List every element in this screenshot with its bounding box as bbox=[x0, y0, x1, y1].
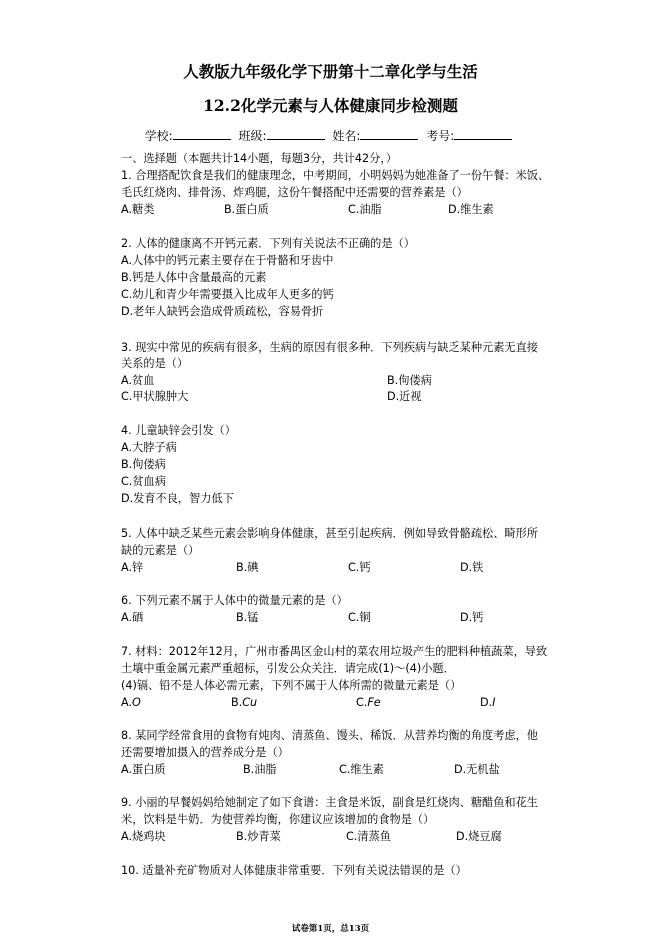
section-heading: 一、选择题（本题共计14小题，每题3分，共计42分，） bbox=[121, 152, 398, 165]
option: C.清蒸鱼 bbox=[346, 830, 391, 843]
option: D.钙 bbox=[460, 611, 484, 624]
question-text: 毛氏红烧肉、排骨汤、炸鸡腿，这份午餐搭配中还需要的营养素是（） bbox=[121, 186, 468, 199]
class-label: 班级: bbox=[238, 129, 267, 143]
document-subtitle: 12.2化学元素与人体健康同步检测题 bbox=[203, 96, 458, 115]
question-text: 9. 小丽的早餐妈妈给她制定了如下食谱：主食是米饭，副食是红烧肉、糖醋鱼和花生 bbox=[121, 796, 538, 809]
option: C.Fe bbox=[356, 696, 381, 709]
question-text: 4. 儿童缺锌会引发（） bbox=[121, 424, 236, 437]
question-text: 7. 材料：2012年12月，广州市番禺区金山村的菜农用垃圾产生的肥料种植蔬菜，导致 bbox=[121, 645, 548, 658]
question-text: 关系的是（） bbox=[121, 357, 189, 370]
question-text: 2. 人体的健康离不开钙元素．下列有关说法不正确的是（） bbox=[121, 237, 415, 250]
page-footer: 试卷第1页，总13页 bbox=[291, 924, 370, 934]
question-text: 3. 现实中常见的疾病有很多，生病的原因有很多种．下列疾病与缺乏某种元素无直接 bbox=[121, 341, 538, 354]
option: A.大脖子病 bbox=[121, 441, 177, 454]
option: B.蛋白质 bbox=[224, 203, 269, 216]
question-text: 米，饮料是牛奶．为使营养均衡，你建议应该增加的食物是（） bbox=[121, 813, 435, 826]
option: D.无机盐 bbox=[454, 763, 500, 776]
option: C.油脂 bbox=[348, 203, 382, 216]
option: C.钙 bbox=[348, 561, 371, 574]
question-text: 土壤中重金属元素严重超标，引发公众关注．请完成(1)～(4)小题． bbox=[121, 662, 455, 675]
option: B.佝偻病 bbox=[121, 458, 166, 471]
option: A.烧鸡块 bbox=[121, 830, 166, 843]
option: A.贫血 bbox=[121, 374, 155, 387]
option: C.铜 bbox=[348, 611, 371, 624]
option: A.O bbox=[121, 696, 141, 709]
option: B.油脂 bbox=[243, 763, 277, 776]
question-text: 6. 下列元素不属于人体中的微量元素的是（） bbox=[121, 594, 348, 607]
question-text: 还需要增加摄入的营养成分是（） bbox=[121, 746, 289, 759]
school-blank bbox=[173, 139, 231, 140]
option: C.甲状腺肿大 bbox=[121, 390, 189, 403]
name-label: 姓名: bbox=[332, 129, 361, 143]
option: B.锰 bbox=[236, 611, 259, 624]
document-title: 人教版九年级化学下册第十二章化学与生活 bbox=[183, 62, 478, 81]
option: D.烧豆腐 bbox=[456, 830, 502, 843]
option: D.老年人缺钙会造成骨质疏松，容易骨折 bbox=[121, 305, 324, 318]
option: D.I bbox=[480, 696, 496, 709]
question-text: 8. 某同学经常食用的食物有炖肉、清蒸鱼、馒头、稀饭．从营养均衡的角度考虑，他 bbox=[121, 729, 538, 742]
school-label: 学校: bbox=[144, 129, 173, 143]
question-text: 10. 适量补充矿物质对人体健康非常重要．下列有关说法错误的是（） bbox=[121, 864, 467, 877]
option: B.Cu bbox=[231, 696, 258, 709]
option: A.糖类 bbox=[121, 203, 155, 216]
option: C.贫血病 bbox=[121, 475, 166, 488]
option: B.碘 bbox=[236, 561, 259, 574]
option: D.发育不良，智力低下 bbox=[121, 492, 234, 505]
option: C.幼儿和青少年需要摄入比成年人更多的钙 bbox=[121, 288, 334, 301]
name-blank bbox=[360, 139, 418, 140]
option: B.佝偻病 bbox=[387, 374, 432, 387]
element-symbol: Fe bbox=[367, 696, 381, 709]
question-text: 5. 人体中缺乏某些元素会影响身体健康，甚至引起疾病．例如导致骨骼疏松、畸形所 bbox=[121, 527, 538, 540]
option: B.钙是人体中含量最高的元素 bbox=[121, 271, 267, 284]
option: A.硒 bbox=[121, 611, 144, 624]
option: A.蛋白质 bbox=[121, 763, 166, 776]
option: D.铁 bbox=[460, 561, 484, 574]
option: B.炒青菜 bbox=[236, 830, 281, 843]
option: C.维生素 bbox=[339, 763, 384, 776]
question-text: 缺的元素是（） bbox=[121, 544, 200, 557]
question-text: (4)镉、铅不是人体必需元素，下列不属于人体所需的微量元素是（） bbox=[121, 679, 462, 692]
option: D.近视 bbox=[387, 390, 422, 403]
question-text: 1. 合理搭配饮食是我们的健康理念，中考期间，小明妈妈为她准备了一份午餐：米饭、 bbox=[121, 169, 550, 182]
student-info-row bbox=[0, 127, 661, 144]
class-blank bbox=[267, 139, 325, 140]
exam-no-blank bbox=[454, 139, 512, 140]
option: A.人体中的钙元素主要存在于骨骼和牙齿中 bbox=[121, 254, 334, 267]
option: A.锌 bbox=[121, 561, 144, 574]
element-symbol: I bbox=[492, 696, 496, 709]
element-symbol: Cu bbox=[242, 696, 258, 709]
element-symbol: O bbox=[132, 696, 141, 709]
option: D.维生素 bbox=[448, 203, 494, 216]
exam-no-label: 考号: bbox=[426, 129, 455, 143]
